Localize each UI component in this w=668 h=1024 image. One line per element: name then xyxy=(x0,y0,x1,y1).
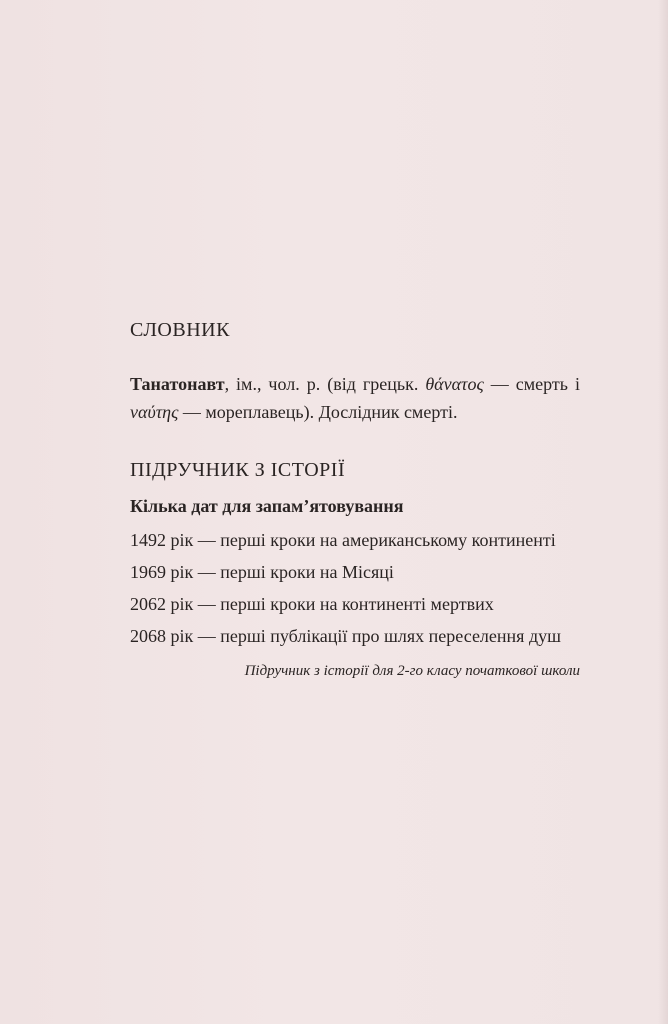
glossary-term: Танатонавт xyxy=(130,374,225,394)
source-citation: Підручник з історії для 2-го класу початкової школи xyxy=(244,663,580,679)
glossary-meaning-1: — смерть і xyxy=(483,374,580,394)
dates-subheading: Кілька дат для запам’ятовування xyxy=(130,496,404,516)
greek-word-nautes: ναύτης xyxy=(130,402,179,422)
glossary-definition xyxy=(130,370,580,426)
date-line: 1969 рік — перші кроки на Місяці xyxy=(130,562,394,582)
page-content xyxy=(130,316,580,682)
page-edge-shadow xyxy=(658,0,668,1024)
glossary-meta: , ім., чол. р. (від грецьк. xyxy=(224,374,426,394)
glossary-heading: СЛОВНИК xyxy=(130,319,230,341)
greek-word-thanatos: θάνατος xyxy=(425,374,484,394)
glossary-meaning-2: — мореплавець). Дослідник смерті. xyxy=(178,402,458,422)
history-heading: ПІДРУЧНИК З ІСТОРІЇ xyxy=(130,459,346,481)
date-line: 1492 рік — перші кроки на американському континенті xyxy=(130,530,556,550)
date-line: 2068 рік — перші публікації про шлях переселення душ xyxy=(130,626,561,646)
date-line: 2062 рік — перші кроки на континенті мертвих xyxy=(130,594,494,614)
